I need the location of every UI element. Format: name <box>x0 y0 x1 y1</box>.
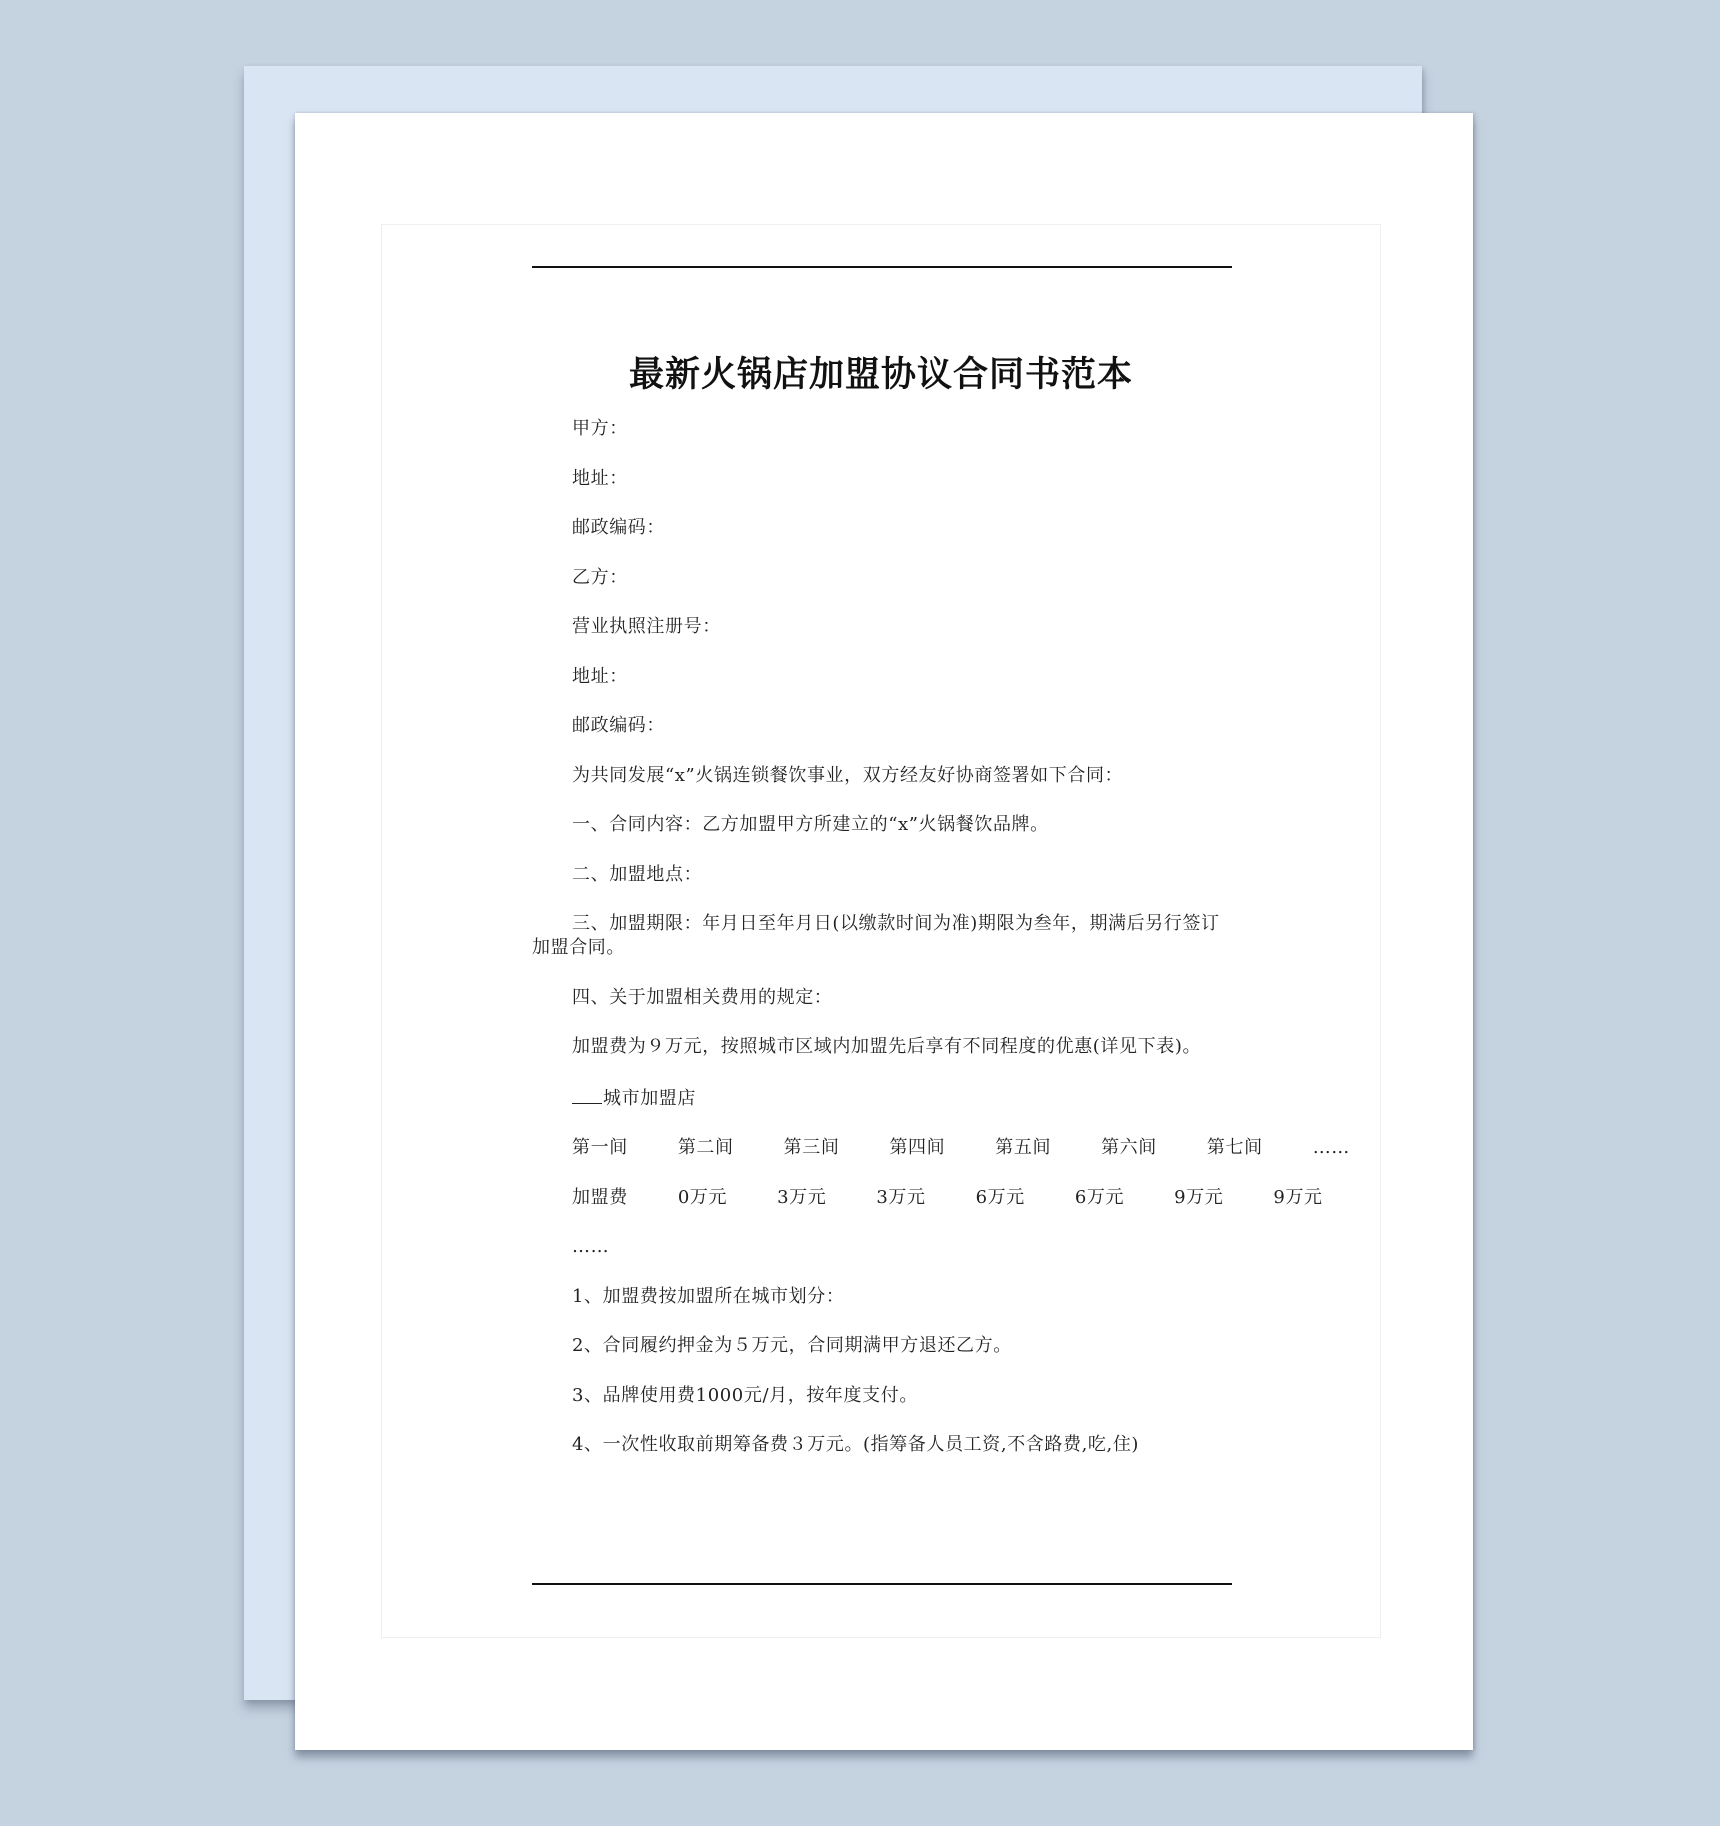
clause-3: 三、加盟期限：年月日至年月日(以缴款时间为准)期限为叁年，期满后另行签订加盟合同。 <box>532 913 1220 958</box>
fee-table-stores-row <box>532 1136 1350 1160</box>
fee-cell: 9万元 <box>1273 1186 1323 1208</box>
document-page <box>295 113 1473 1750</box>
city-store-label: 城市加盟店 <box>603 1087 696 1109</box>
fee-cell: 0万元 <box>677 1186 728 1208</box>
city-blank <box>572 1085 602 1104</box>
store-cell: …… <box>1312 1137 1350 1158</box>
fee-label-cell: 加盟费 <box>572 1186 628 1208</box>
fee-table-fees-row <box>532 1186 1323 1210</box>
store-cell: 第四间 <box>889 1137 946 1158</box>
store-cell: 第一间 <box>572 1137 628 1158</box>
store-cell: 第五间 <box>995 1137 1052 1158</box>
city-store-line <box>532 1085 1252 1111</box>
clause-4: 四、关于加盟相关费用的规定： <box>572 986 833 1008</box>
fee-cell: 6万元 <box>1074 1186 1125 1208</box>
header-rule <box>532 266 1232 268</box>
document-title: 最新火锅店加盟协议合同书范本 <box>628 355 1133 395</box>
footer-rule <box>532 1583 1232 1585</box>
fee-rule-4: 4、一次性收取前期筹备费３万元。(指筹备人员工资,不含路费,吃,住) <box>572 1434 1140 1455</box>
party-a-postcode-label: 邮政编码： <box>572 517 665 538</box>
store-cell: 第三间 <box>783 1137 840 1158</box>
document-body <box>532 417 1350 1483</box>
fee-cell: 9万元 <box>1174 1186 1224 1208</box>
clause-2: 二、加盟地点： <box>572 863 703 885</box>
fee-table-continuation: …… <box>572 1236 610 1257</box>
store-cell: 第二间 <box>677 1137 734 1158</box>
party-b-license-label: 营业执照注册号： <box>572 616 721 637</box>
fee-cell: 3万元 <box>876 1186 926 1208</box>
store-cell: 第六间 <box>1101 1137 1157 1158</box>
party-b-postcode-label: 邮政编码： <box>572 715 665 736</box>
fee-cell: 6万元 <box>975 1186 1025 1208</box>
store-cell: 第七间 <box>1206 1137 1263 1158</box>
clause-1: 一、合同内容：乙方加盟甲方所建立的“x”火锅餐饮品牌。 <box>572 814 1049 835</box>
party-b-address-label: 地址： <box>572 665 628 687</box>
fee-rule-3: 3、品牌使用费1000元/月，按年度支付。 <box>572 1384 918 1406</box>
party-a-address-label: 地址： <box>572 467 628 489</box>
fee-cell: 3万元 <box>777 1186 827 1208</box>
fee-rule-1: 1、加盟费按加盟所在城市划分： <box>572 1285 845 1307</box>
party-a-label: 甲方： <box>572 418 628 439</box>
fee-rule-2: 2、合同履约押金为５万元，合同期满甲方退还乙方。 <box>572 1335 1012 1356</box>
fee-intro: 加盟费为９万元，按照城市区域内加盟先后享有不同程度的优惠(详见下表)。 <box>572 1036 1202 1057</box>
party-b-label: 乙方： <box>572 566 628 588</box>
preamble: 为共同发展“x”火锅连锁餐饮事业，双方经友好协商签署如下合同： <box>572 764 1124 786</box>
